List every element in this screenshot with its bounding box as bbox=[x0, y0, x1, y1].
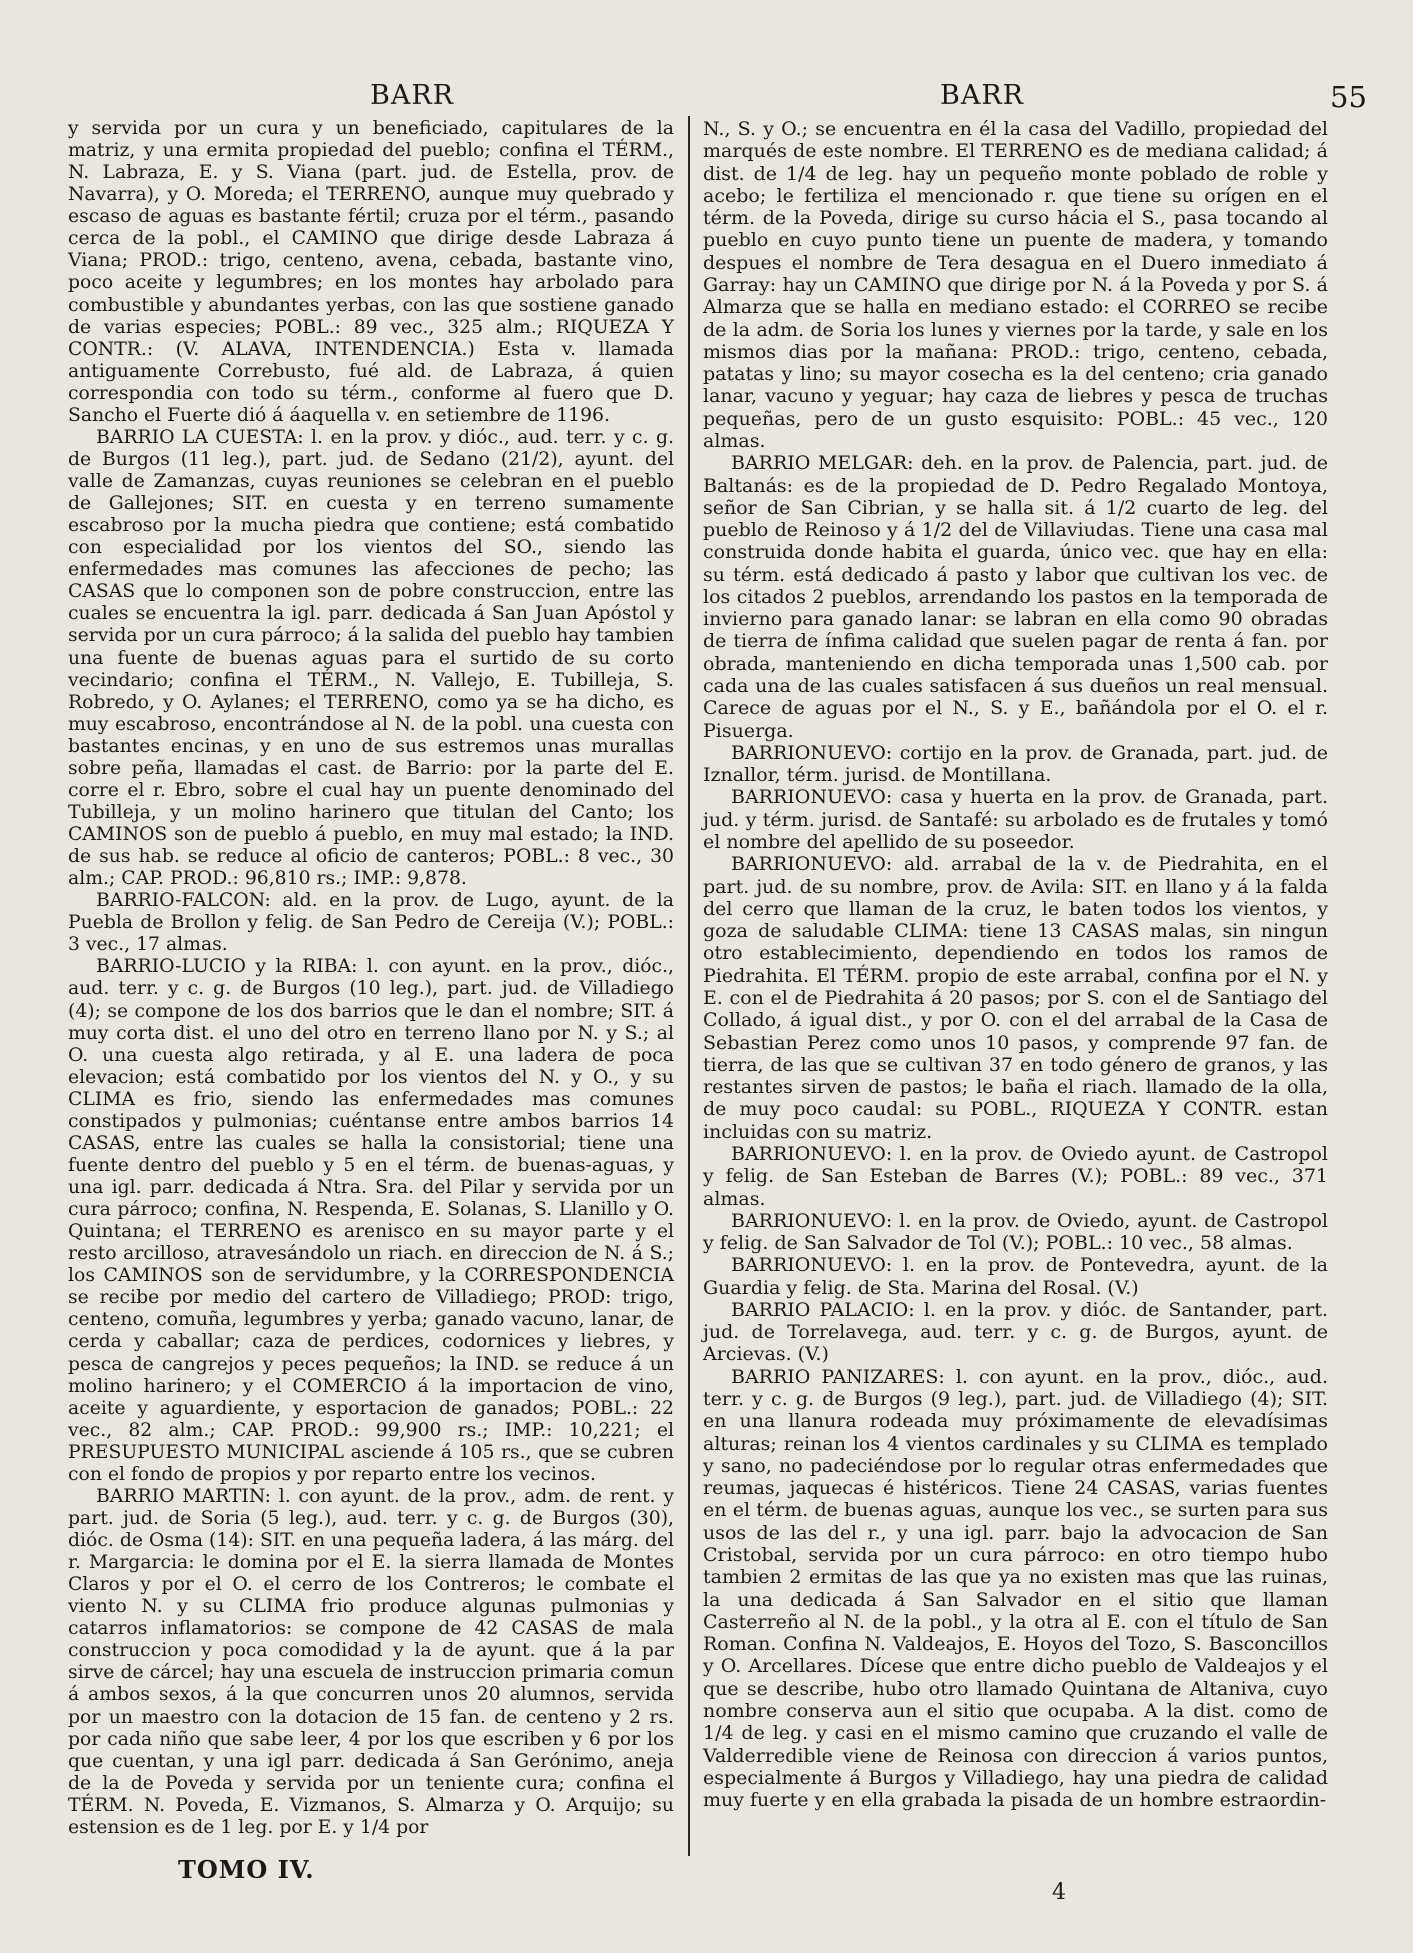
entry-paragraph: BARRIONUEVO: l. en la prov. de Pontevedra, ayunt. de la Guardia y felig. de Sta. Marina del Rosal. (V.) bbox=[703, 1254, 1328, 1299]
page-number: 55 bbox=[1330, 80, 1367, 114]
entry-paragraph: BARRIO LA CUESTA: l. en la prov. y dióc., aud. terr. y c. g. de Burgos (11 leg.), part. jud. de Sedano (21/2), ayunt. del valle de Zamanzas, cuyas reuniones se celebran en el pueblo de Gallejones; SIT. en cuesta y en terreno sumamente escabroso por la mucha piedra que contiene; está combatido con especialidad por los vientos del SO., siendo las enfermedades mas comunes las afecciones de pecho; las CASAS que lo componen son de pobre construccion, entre las cuales se encuentra la igl. parr. dedicada á San Juan Apóstol y servida por un cura párroco; á la salida del pueblo hay tambien una fuente de buenas aguas para el surtido de su corto vecindario; confina el TÉRM., N. Vallejo, E. Tubilleja, S. Robredo, y O. Aylanes; el TERRENO, como ya se ha dicho, es muy escabroso, encontrándose al N. de la pobl. una cuesta con bastantes encinas, y en uno de sus estremos unas murallas sobre peña, llamadas el cast. de Barrio: por la parte del E. corre el r. Ebro, sobre el cual hay un puente denominado del Tubilleja, y un molino harinero que titulan del Canto; los CAMINOS son de pueblo á pueblo, en muy mal estado; la IND. de sus hab. se reduce al oficio de canteros; POBL.: 8 vec., 30 alm.; CAP. PROD.: 96,810 rs.; IMP.: 9,878. bbox=[68, 426, 674, 890]
entry-paragraph: BARRIONUEVO: ald. arrabal de la v. de Piedrahita, en el part. jud. de su nombre, prov. de Avila: SIT. en llano y á la falda del cerro que llaman de la cruz, le baten todos los vientos, y goza de saludable CLIMA: tiene 13 CASAS malas, sin ningun otro establecimiento, dependiendo en todos los ramos de Piedrahita. El TÉRM. propio de este arrabal, confina por el N. y E. con el de Piedrahita á 20 pasos; por S. con el de Santiago del Collado, á igual dist., y por O. con el del arrabal de la Casa de Sebastian Perez como unos 10 pasos, y comprende 97 fan. de tierra, de las que se cultivan 37 en todo género de granos, y las restantes sirven de pastos; le baña el riach. llamado de la olla, de muy poco caudal: su POBL., RIQUEZA Y CONTR. estan incluidas con su matriz. bbox=[703, 853, 1328, 1143]
entry-paragraph: BARRIONUEVO: cortijo en la prov. de Granada, part. jud. de Iznallor, térm. jurisd. de Montillana. bbox=[703, 741, 1328, 787]
entry-paragraph: BARRIO-LUCIO y la RIBA: l. con ayunt. en la prov., dióc., aud. terr. y c. g. de Burgos (10 leg.), part. jud. de Villadiego (4); se compone de los dos barrios que le dan el nombre; SIT. á muy corta dist. el uno del otro en terreno llano por N. y S.; al O. una cuesta algo retirada, y al E. una ladera de poca elevacion; está combatido por los vientos del N. y O., y su CLIMA es frio, siendo las enfermedades mas comunes constipados y pulmonias; cuéntanse entre ambos barrios 14 CASAS, entre las cuales se halla la consistorial; tiene una fuente dentro del pueblo y 5 en el térm. de buenas-aguas, y una igl. parr. dedicada á Ntra. Sra. del Pilar y servida por un cura párroco; confina, N. Respenda, E. Solanas, S. Llanillo y O. Quintana; el TERRENO es arenisco en su mayor parte y el resto arcilloso, atravesándolo un riach. en direccion de N. á S.; los CAMINOS son de servidumbre, y la CORRESPONDENCIA se recibe por medio del cartero de Villadiego; PROD: trigo, centeno, comuña, legumbres y yerba; ganado vacuno, lanar, de cerda y caballar; caza de perdices, codornices y liebres, y pesca de cangrejos y peces pequeños; la IND. se reduce á un molino harinero; y el COMERCIO á la importacion de vino, aceite y aguardiente, y esportacion de ganados; POBL.: 22 vec., 82 alm.; CAP. PROD.: 99,900 rs.; IMP.: 10,221; el PRESUPUESTO MUNICIPAL asciende á 105 rs., que se cubren con el fondo de propios y por reparto entre los vecinos. bbox=[68, 956, 674, 1485]
entry-paragraph: BARRIO PALACIO: l. en la prov. y dióc. de Santander, part. jud. de Torrelavega, aud. terr. y c. g. de Burgos, ayunt. de Arcievas. (V.) bbox=[703, 1298, 1328, 1366]
entry-paragraph: BARRIONUEVO: l. en la prov. de Oviedo ayunt. de Castropol y felig. de San Esteban de Barres (V.); POBL.: 89 vec., 371 almas. bbox=[703, 1142, 1328, 1210]
entry-paragraph: BARRIO MARTIN: l. con ayunt. de la prov., adm. de rent. y part. jud. de Soria (5 leg.), aud. terr. y c. g. de Burgos (30), dióc. de Osma (14): SIT. en una pequeña ladera, á las márg. del r. Margarcia: le domina por el E. la sierra llamada de Montes Claros y por el O. el cerro de los Contreros; le combate el viento N. y su CLIMA frio produce algunas pulmonias y catarros inflamatorios: se compone de 42 CASAS de mala construccion y poca comodidad y la de ayunt. que á la par sirve de cárcel; hay una escuela de instruccion primaria comun á ambos sexos, á la que concurren unos 20 alumnos, servida por un maestro con la dotacion de 15 fan. de centeno y 2 rs. por cada niño que sabe leer, 4 por los que escriben y 6 por los que cuentan, y una igl parr. dedicada á San Gerónimo, aneja de la de Poveda y servida por un teniente cura; confina el TÉRM. N. Poveda, E. Vizmanos, S. Almarza y O. Arquijo; su estension es de 1 leg. por E. y 1/4 por bbox=[68, 1485, 674, 1838]
entry-paragraph: BARRIONUEVO: casa y huerta en la prov. de Granada, part. jud. y térm. jurisd. de Santafé: su arbolado es de frutales y tomó el nombre del apellido de su poseedor. bbox=[703, 786, 1328, 853]
column-divider bbox=[688, 116, 690, 1856]
entry-paragraph: N., S. y O.; se encuentra en él la casa del Vadillo, propiedad del marqués de este nombre. El TERRENO es de mediana calidad; á dist. de 1/4 de leg. hay un pequeño monte poblado de roble y acebo; le fertiliza el mencionado r. que tiene su orígen en el térm. de la Poveda, dirige su curso hácia el S., pasa tocando al pueblo en cuyo punto tiene un puente de madera, y tomando despues el nombre de Tera desagua en el Duero inmediato á Garray: hay un CAMINO que dirige por N. á la Poveda y por S. á Almarza que se halla en mediano estado: el CORREO se recibe de la adm. de Soria los lunes y viernes por la tarde, y sale en los mismos dias por la mañana: PROD.: trigo, centeno, cebada, patatas y lino; su mayor cosecha es la del centeno; cria ganado lanar, vacuno y yeguar; hay caza de liebres y pesca de truchas pequeñas, pero de un gusto esquisito: POBL.: 45 vec., 120 almas. bbox=[703, 118, 1328, 452]
running-header-right: BARR bbox=[940, 80, 1024, 111]
entry-paragraph: BARRIO-FALCON: ald. en la prov. de Lugo, ayunt. de la Puebla de Brollon y felig. de San Pedro de Cereija (V.); POBL.: 3 vec., 17 almas. bbox=[68, 890, 674, 956]
entry-paragraph: y servida por un cura y un beneficiado, capitulares de la matriz, y una ermita propiedad del pueblo; confina el TÉRM., N. Labraza, E. y S. Viana (part. jud. de Estella, prov. de Navarra), y O. Moreda; el TERRENO, aunque muy quebrado y escaso de aguas es bastante fértil; cruza por el térm., pasando cerca de la pobl., el CAMINO que dirige desde Labraza á Viana; PROD.: trigo, centeno, avena, cebada, bastante vino, poco aceite y legumbres; en los montes hay arbolado para combustible y abundantes yerbas, con las que sostiene ganado de varias especies; POBL.: 89 vec., 325 alm.; RIQUEZA Y CONTR.: (V. ALAVA, INTENDENCIA.) Esta v. llamada antiguamente Correbusto, fué ald. de Labraza, á quien correspondia con todo su térm., conforme al fuero que D. Sancho el Fuerte dió á áaquella v. en setiembre de 1196. bbox=[68, 118, 674, 426]
running-header-left: BARR bbox=[370, 80, 454, 111]
entry-paragraph: BARRIO MELGAR: deh. en la prov. de Palencia, part. jud. de Baltanás: es de la propiedad de D. Pedro Regalado Montoya, señor de San Cibrian, y se halla sit. á 1/2 cuarto de leg. del pueblo de Reinoso y á 1/2 del de Villaviudas. Tiene una casa mal construida donde habita el guarda, único vec. que hay en ella: su térm. está dedicado á pasto y labor que cultivan los vec. de los citados 2 pueblos, arrendando los pastos en la temporada de invierno para ganado lanar: se labran en ella como 90 obradas de tierra de ínfima calidad que suelen pagar de renta á fan. por obrada, manteniendo en dicha temporada unas 1,500 cab. por cada una de las cuales satisfacen á sus dueños un real mensual. Carece de aguas por el N., S. y E., bañándola por el O. el r. Pisuerga. bbox=[703, 452, 1328, 742]
entry-paragraph: BARRIO PANIZARES: l. con ayunt. en la prov., dióc., aud. terr. y c. g. de Burgos (9 leg.), part. jud. de Villadiego (4); SIT. en una llanura rodeada muy próximamente de elevadísimas alturas; reinan los 4 vientos cardinales y su CLIMA es templado y sano, no padeciéndose por lo regular otras enfermedades que reumas, jaquecas é histéricos. Tiene 24 CASAS, varias fuentes en el térm. de buenas aguas, aunque los vec., se surten para sus usos de las del r., y una igl. parr. bajo la advocacion de San Cristobal, servida por un cura párroco: en otro tiempo hubo tambien 2 ermitas de las que ya no existen mas que las ruinas, la una dedicada á San Salvador en el sitio que llaman Casterreño al N. de la pobl., y la otra al E. con el título de San Roman. Confina N. Valdeajos, E. Hoyos del Tozo, S. Basconcillos y O. Arcellares. Dícese que entre dicho pueblo de Valdeajos y el que se describe, hubo otro llamado Quintana de Altaniva, cuyo nombre conserva aun el sitio que ocupaba. A la dist. como de 1/4 de leg. y casi en el mismo camino que cruzando el valle de Valderredible viene de Reinosa con direccion á varios puntos, especialmente á Burgos y Villadiego, hay una piedra de calidad muy fuerte y en ella grabada la pisada de un hombre estraordin- bbox=[703, 1365, 1328, 1812]
entry-paragraph: BARRIONUEVO: l. en la prov. de Oviedo, ayunt. de Castropol y felig. de San Salvador de Tol (V.); POBL.: 10 vec., 58 almas. bbox=[703, 1209, 1328, 1255]
signature-mark: 4 bbox=[1052, 1880, 1066, 1905]
right-column bbox=[703, 118, 1328, 1811]
left-column bbox=[68, 118, 674, 1839]
volume-label: TOMO IV. bbox=[178, 1855, 315, 1884]
